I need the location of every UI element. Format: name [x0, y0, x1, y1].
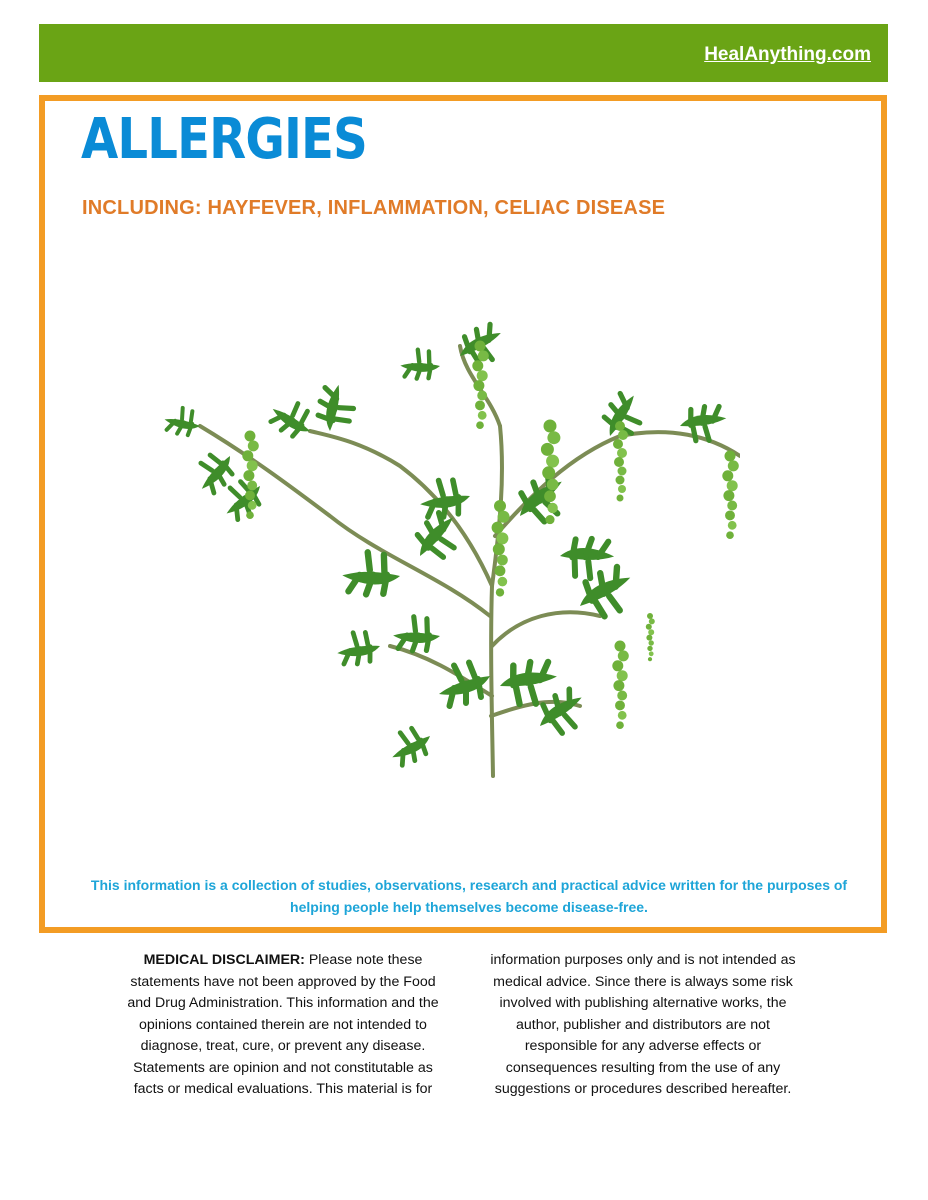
site-link[interactable]: HealAnything.com [704, 44, 871, 65]
disclaimer-heading: MEDICAL DISCLAIMER: [143, 952, 305, 968]
disclaimer-text-left: Please note these statements have not been approved by the Food and Drug Administration. This information and the opinions contained therein are not intended to diagnose, treat, cure, or prevent any disease. Statements are opinion and not constitutable as facts or medical evaluations. This material is for [127, 952, 439, 1097]
cover-note: This information is a collection of studies, observations, research and practical advice written for the purposes of helping people help themselves become disease-free. [90, 877, 848, 915]
disclaimer-text-right: information purposes only and is not intended as medical advice. Since there is always some risk involved with publishing alternative works, the author, publisher and distributors are not responsible for any adverse effects or consequences resulting from the use of any suggestions or procedures described hereafter. [490, 952, 796, 1097]
disclaimer-column-left [118, 950, 448, 1101]
disclaimer-column-right [478, 950, 808, 1101]
medical-disclaimer [118, 950, 808, 1101]
cover-frame [39, 95, 887, 933]
page-subtitle: INCLUDING: HAYFEVER, INFLAMMATION, CELIAC DISEASE [82, 197, 666, 219]
top-bar [39, 24, 888, 82]
ragweed-plant-icon [140, 316, 740, 781]
page-title: ALLERGIES [81, 107, 367, 172]
